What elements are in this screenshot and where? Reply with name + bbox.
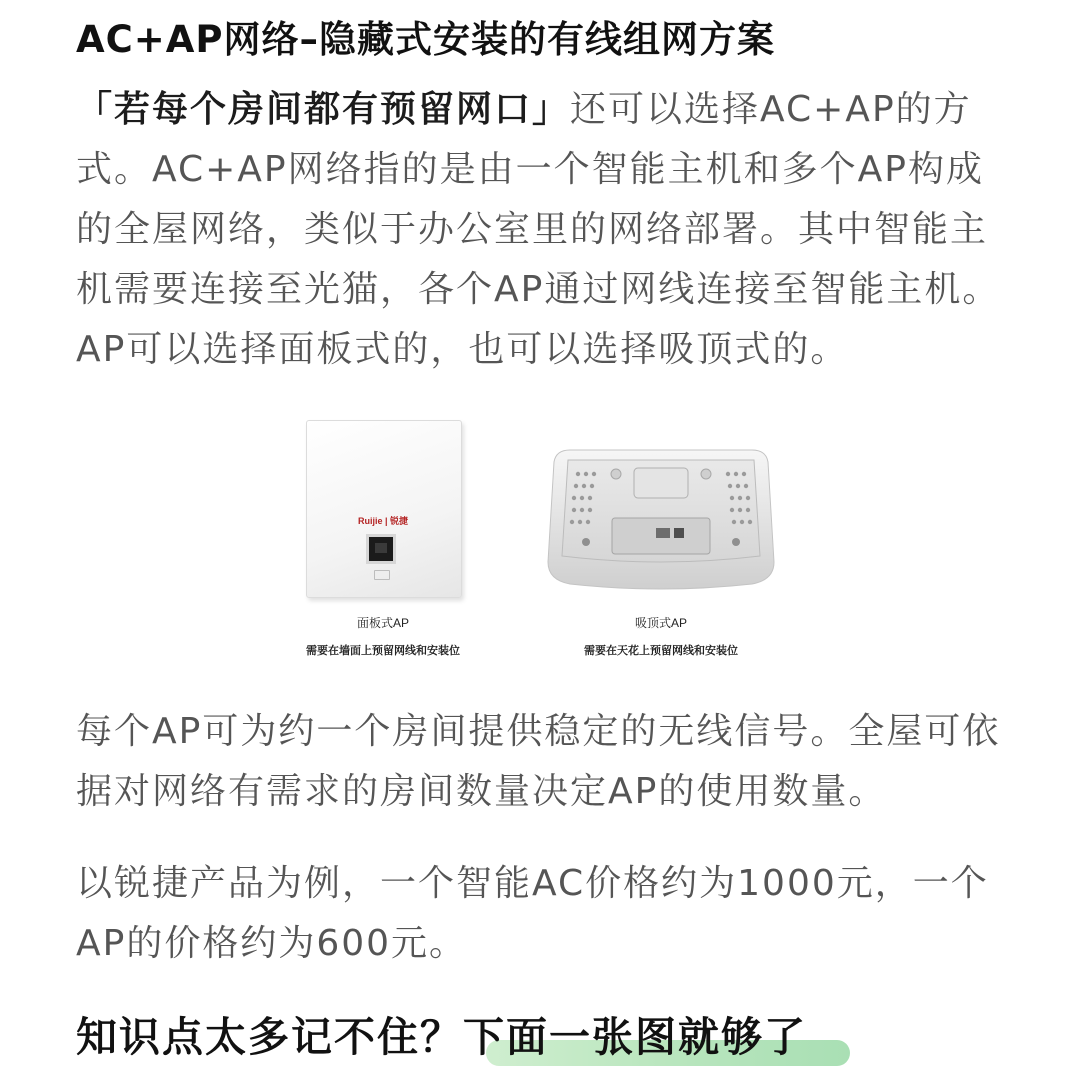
panel-ap-image (306, 420, 460, 596)
panel-ap-note: 需要在墙面上预留网线和安装位 (306, 645, 460, 657)
panel-ap-caption: 面板式AP (356, 616, 409, 630)
product-figure (270, 400, 810, 670)
ap-count-paragraph: 每个AP可为约一个房间提供稳定的无线信号。全屋可依据对网络有需求的房间数量决定AP的使用数量。 (76, 711, 1001, 812)
intro-text: 还可以选择AC+AP的方式。AC+AP网络指的是由一个智能主机和多个AP构成的全屋网络，类似于办公室里的网络部署。其中智能主机需要连接至光猫，各个AP通过网线连接至智能主机。AP可以选择面板式的，也可以选择吸顶式的。 (76, 89, 1001, 370)
section-title: AC+AP网络–隐藏式安装的有线组网方案 (76, 18, 776, 61)
emphasis-text: 「若每个房间都有预留网口」 (76, 89, 571, 130)
ceiling-ap-caption: 吸顶式AP (634, 616, 687, 630)
ceiling-ap-note: 需要在天花上预留网线和安装位 (584, 645, 738, 657)
intro-paragraph (76, 80, 1006, 380)
price-paragraph: 以锐捷产品为例，一个智能AC价格约为1000元，一个AP的价格约为600元。 (76, 863, 989, 964)
next-section-title: 知识点太多记不住？下面一张图就够了 (76, 1013, 807, 1061)
brand-logo: Ruijie | 锐捷 (357, 516, 409, 526)
ethernet-port-icon (366, 534, 396, 564)
led-icon (374, 570, 390, 580)
ceiling-ap-image (546, 444, 776, 594)
